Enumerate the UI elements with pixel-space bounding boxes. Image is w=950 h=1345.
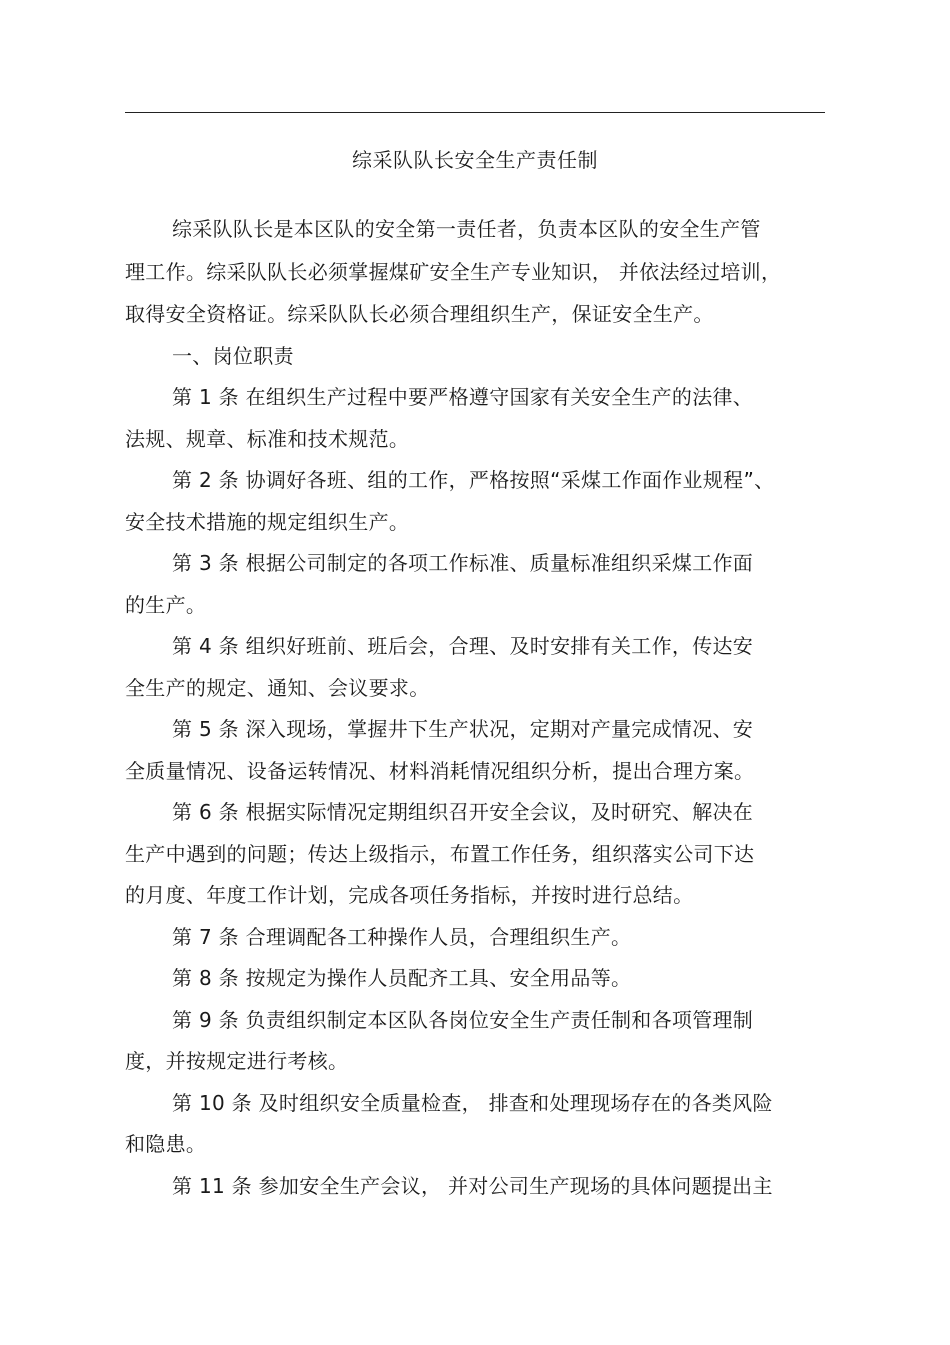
body-line: 生产中遇到的问题；传达上级指示，布置工作任务，组织落实公司下达 bbox=[125, 842, 755, 866]
article-line: 第 8 条 按规定为操作人员配齐工具、安全用品等。 bbox=[172, 966, 632, 990]
body-line: 理工作。综采队队长必须掌握煤矿安全生产专业知识， 并依法经过培训， bbox=[125, 260, 782, 284]
body-line: 取得安全资格证。综采队队长必须合理组织生产，保证安全生产。 bbox=[125, 302, 714, 326]
body-line: 的月度、年度工作计划，完成各项任务指标，并按时进行总结。 bbox=[125, 883, 694, 907]
article-line: 第 5 条 深入现场，掌握井下生产状况，定期对产量完成情况、安 bbox=[172, 717, 754, 741]
body-line: 安全技术措施的规定组织生产。 bbox=[125, 510, 410, 534]
body-line: 度，并按规定进行考核。 bbox=[125, 1049, 349, 1073]
body-line: 法规、规章、标准和技术规范。 bbox=[125, 427, 410, 451]
article-line: 第 9 条 负责组织制定本区队各岗位安全生产责任制和各项管理制 bbox=[172, 1008, 754, 1032]
article-line: 第 10 条 及时组织安全质量检查， 排查和处理现场存在的各类风险 bbox=[172, 1091, 773, 1115]
body-line: 全生产的规定、通知、会议要求。 bbox=[125, 676, 430, 700]
document-title: 综采队队长安全生产责任制 bbox=[352, 148, 598, 172]
body-line: 综采队队长是本区队的安全第一责任者，负责本区队的安全生产管 bbox=[172, 217, 761, 241]
header-rule bbox=[125, 112, 825, 113]
body-line: 的生产。 bbox=[125, 593, 207, 617]
article-line: 第 2 条 协调好各班、组的工作，严格按照“采煤工作面作业规程”、 bbox=[172, 468, 775, 492]
body-line: 全质量情况、设备运转情况、材料消耗情况组织分析，提出合理方案。 bbox=[125, 759, 755, 783]
article-line: 第 1 条 在组织生产过程中要严格遵守国家有关安全生产的法律、 bbox=[172, 385, 754, 409]
article-line: 第 7 条 合理调配各工种操作人员，合理组织生产。 bbox=[172, 925, 632, 949]
article-line: 第 3 条 根据公司制定的各项工作标准、质量标准组织采煤工作面 bbox=[172, 551, 754, 575]
section-heading: 一、岗位职责 bbox=[172, 344, 294, 368]
body-line: 和隐患。 bbox=[125, 1132, 207, 1156]
article-line: 第 11 条 参加安全生产会议， 并对公司生产现场的具体问题提出主 bbox=[172, 1174, 773, 1198]
article-line: 第 6 条 根据实际情况定期组织召开安全会议，及时研究、解决在 bbox=[172, 800, 754, 824]
article-line: 第 4 条 组织好班前、班后会，合理、及时安排有关工作，传达安 bbox=[172, 634, 754, 658]
